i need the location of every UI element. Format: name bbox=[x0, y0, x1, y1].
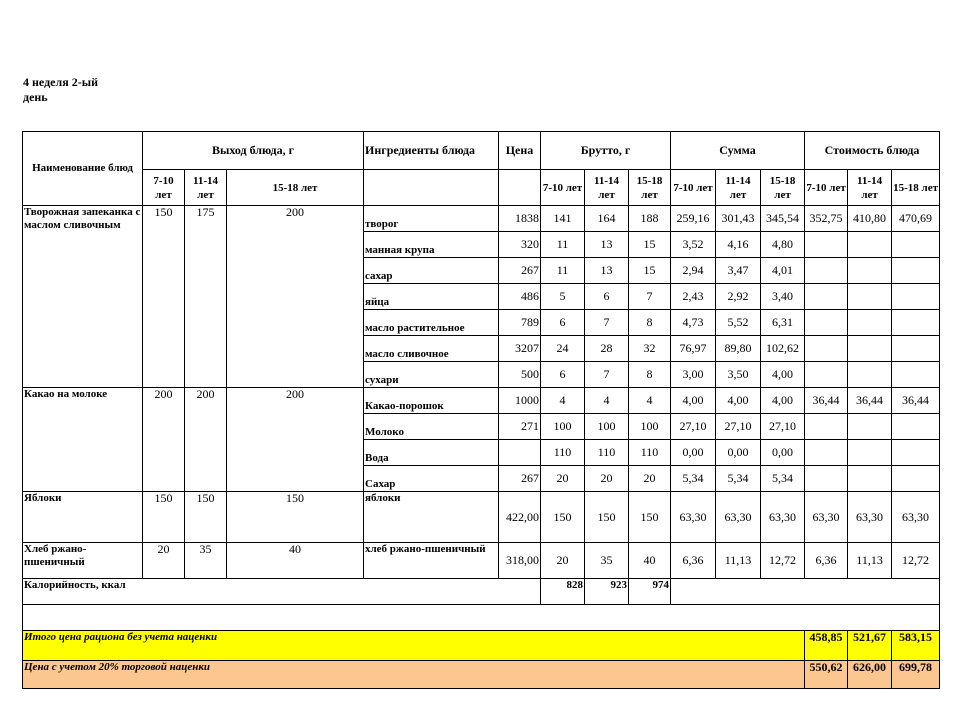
gross-11-14: 100 bbox=[585, 414, 629, 440]
total-no-markup-15-18: 583,15 bbox=[892, 631, 940, 661]
cost-blank bbox=[892, 284, 940, 310]
gross-age-11-14: 11-14 лет bbox=[585, 170, 629, 206]
sum-7-10: 63,30 bbox=[671, 492, 716, 543]
ingredient-price: 271 bbox=[499, 414, 541, 440]
gross-15-18: 150 bbox=[629, 492, 671, 543]
gross-11-14: 35 bbox=[585, 543, 629, 579]
ingredient-name: масло сливочное bbox=[364, 336, 499, 362]
total-with-markup-label: Цена с учетом 20% торговой наценки bbox=[23, 661, 805, 689]
sum-11-14: 301,43 bbox=[716, 206, 761, 232]
cost-blank bbox=[848, 284, 892, 310]
cost-blank bbox=[848, 440, 892, 466]
ingredient-name: яблоки bbox=[364, 492, 499, 543]
sum-15-18: 4,80 bbox=[761, 232, 805, 258]
cost-7-10: 36,44 bbox=[805, 388, 848, 414]
cost-blank bbox=[892, 310, 940, 336]
sum-age-15-18: 15-18 лет bbox=[761, 170, 805, 206]
dish-output-11-14: 200 bbox=[185, 388, 227, 492]
calories-row bbox=[23, 579, 940, 605]
ingredient-name: сахар bbox=[364, 258, 499, 284]
calories-7-10: 828 bbox=[541, 579, 585, 605]
table-row bbox=[23, 492, 940, 543]
gross-15-18: 8 bbox=[629, 310, 671, 336]
gross-15-18: 32 bbox=[629, 336, 671, 362]
gross-15-18: 40 bbox=[629, 543, 671, 579]
ingredient-name: сухари bbox=[364, 362, 499, 388]
dish-output-7-10: 20 bbox=[143, 543, 185, 579]
gross-7-10: 141 bbox=[541, 206, 585, 232]
cost-11-14: 410,80 bbox=[848, 206, 892, 232]
gross-11-14: 4 bbox=[585, 388, 629, 414]
sum-age-7-10: 7-10 лет bbox=[671, 170, 716, 206]
dish-name: Хлеб ржано-пшеничный bbox=[23, 543, 143, 579]
dish-output-15-18: 200 bbox=[227, 388, 364, 492]
calories-label: Калорийность, ккал bbox=[23, 579, 499, 605]
dish-output-11-14: 150 bbox=[185, 492, 227, 543]
ingredient-name: Молоко bbox=[364, 414, 499, 440]
spacer-cell bbox=[23, 605, 940, 631]
gross-7-10: 6 bbox=[541, 310, 585, 336]
gross-15-18: 100 bbox=[629, 414, 671, 440]
gross-15-18: 110 bbox=[629, 440, 671, 466]
header-row-2 bbox=[23, 170, 940, 206]
ingredient-price: 1838 bbox=[499, 206, 541, 232]
sum-7-10: 27,10 bbox=[671, 414, 716, 440]
header-gross: Брутто, г bbox=[541, 132, 671, 170]
heading-line-1: 4 неделя 2-ый bbox=[23, 75, 98, 89]
menu-table bbox=[22, 131, 940, 689]
sum-11-14: 11,13 bbox=[716, 543, 761, 579]
ingredient-name: Сахар bbox=[364, 466, 499, 492]
cost-blank bbox=[892, 232, 940, 258]
sum-11-14: 3,47 bbox=[716, 258, 761, 284]
ingredient-price: 486 bbox=[499, 284, 541, 310]
cost-blank bbox=[805, 232, 848, 258]
calories-11-14: 923 bbox=[585, 579, 629, 605]
cost-blank bbox=[848, 466, 892, 492]
header-name: Наименование блюд bbox=[23, 132, 143, 206]
gross-age-7-10: 7-10 лет bbox=[541, 170, 585, 206]
gross-7-10: 20 bbox=[541, 543, 585, 579]
sum-15-18: 3,40 bbox=[761, 284, 805, 310]
cost-blank bbox=[848, 258, 892, 284]
gross-15-18: 4 bbox=[629, 388, 671, 414]
gross-7-10: 6 bbox=[541, 362, 585, 388]
sum-11-14: 2,92 bbox=[716, 284, 761, 310]
gross-11-14: 20 bbox=[585, 466, 629, 492]
sum-7-10: 0,00 bbox=[671, 440, 716, 466]
ingredient-price: 1000 bbox=[499, 388, 541, 414]
ingredient-price: 318,00 bbox=[499, 543, 541, 579]
gross-7-10: 24 bbox=[541, 336, 585, 362]
ingredient-price: 267 bbox=[499, 258, 541, 284]
spacer-row bbox=[23, 605, 940, 631]
sum-15-18: 345,54 bbox=[761, 206, 805, 232]
table-row bbox=[23, 543, 940, 579]
dish-name: Яблоки bbox=[23, 492, 143, 543]
dish-name: Творожная запеканка с маслом сливочным bbox=[23, 206, 143, 388]
sum-7-10: 2,94 bbox=[671, 258, 716, 284]
sum-15-18: 27,10 bbox=[761, 414, 805, 440]
ingredient-price: 267 bbox=[499, 466, 541, 492]
header-price-blank bbox=[499, 170, 541, 206]
cost-blank bbox=[805, 466, 848, 492]
cost-blank bbox=[805, 414, 848, 440]
ingredient-price: 422,00 bbox=[499, 492, 541, 543]
sum-15-18: 63,30 bbox=[761, 492, 805, 543]
header-cost: Стоимость блюда bbox=[805, 132, 940, 170]
sum-11-14: 63,30 bbox=[716, 492, 761, 543]
dish-output-15-18: 200 bbox=[227, 206, 364, 388]
sum-7-10: 4,00 bbox=[671, 388, 716, 414]
header-row-1 bbox=[23, 132, 940, 170]
cost-age-15-18: 15-18 лет bbox=[892, 170, 940, 206]
sum-15-18: 0,00 bbox=[761, 440, 805, 466]
dish-output-15-18: 150 bbox=[227, 492, 364, 543]
sum-7-10: 259,16 bbox=[671, 206, 716, 232]
cost-blank bbox=[805, 362, 848, 388]
cost-blank bbox=[848, 414, 892, 440]
cost-age-7-10: 7-10 лет bbox=[805, 170, 848, 206]
sum-15-18: 4,00 bbox=[761, 388, 805, 414]
sum-11-14: 27,10 bbox=[716, 414, 761, 440]
gross-11-14: 164 bbox=[585, 206, 629, 232]
cost-11-14: 11,13 bbox=[848, 543, 892, 579]
gross-7-10: 110 bbox=[541, 440, 585, 466]
sum-7-10: 4,73 bbox=[671, 310, 716, 336]
header-ingredients: Ингредиенты блюда bbox=[364, 132, 499, 170]
gross-11-14: 28 bbox=[585, 336, 629, 362]
cost-blank bbox=[892, 440, 940, 466]
ingredient-name: Вода bbox=[364, 440, 499, 466]
ingredient-price: 500 bbox=[499, 362, 541, 388]
document-heading bbox=[23, 75, 143, 105]
sum-11-14: 5,52 bbox=[716, 310, 761, 336]
cost-15-18: 36,44 bbox=[892, 388, 940, 414]
total-with-markup-15-18: 699,78 bbox=[892, 661, 940, 689]
cost-7-10: 352,75 bbox=[805, 206, 848, 232]
total-with-markup-row bbox=[23, 661, 940, 689]
gross-15-18: 188 bbox=[629, 206, 671, 232]
dish-output-7-10: 150 bbox=[143, 492, 185, 543]
ingredient-price bbox=[499, 440, 541, 466]
gross-15-18: 20 bbox=[629, 466, 671, 492]
calories-15-18: 974 bbox=[629, 579, 671, 605]
table-row bbox=[23, 388, 940, 414]
dish-output-7-10: 200 bbox=[143, 388, 185, 492]
gross-7-10: 20 bbox=[541, 466, 585, 492]
ingredient-price: 789 bbox=[499, 310, 541, 336]
sum-7-10: 3,00 bbox=[671, 362, 716, 388]
ingredient-name: творог bbox=[364, 206, 499, 232]
sum-15-18: 6,31 bbox=[761, 310, 805, 336]
ingredient-price: 3207 bbox=[499, 336, 541, 362]
ingredient-name: хлеб ржано-пшеничный bbox=[364, 543, 499, 579]
gross-11-14: 150 bbox=[585, 492, 629, 543]
cost-11-14: 36,44 bbox=[848, 388, 892, 414]
cost-blank bbox=[848, 336, 892, 362]
sum-15-18: 4,00 bbox=[761, 362, 805, 388]
sum-11-14: 3,50 bbox=[716, 362, 761, 388]
output-age-15-18: 15-18 лет bbox=[227, 170, 364, 206]
ingredient-name: Какао-порошок bbox=[364, 388, 499, 414]
gross-7-10: 5 bbox=[541, 284, 585, 310]
sum-age-11-14: 11-14 лет bbox=[716, 170, 761, 206]
sum-11-14: 4,00 bbox=[716, 388, 761, 414]
cost-blank bbox=[805, 284, 848, 310]
header-ingredients-blank bbox=[364, 170, 499, 206]
header-price: Цена bbox=[499, 132, 541, 170]
cost-blank bbox=[892, 414, 940, 440]
ingredient-name: яйца bbox=[364, 284, 499, 310]
dish-output-15-18: 40 bbox=[227, 543, 364, 579]
sum-11-14: 5,34 bbox=[716, 466, 761, 492]
gross-7-10: 150 bbox=[541, 492, 585, 543]
header-output: Выход блюда, г bbox=[143, 132, 364, 170]
total-no-markup-7-10: 458,85 bbox=[805, 631, 848, 661]
sum-7-10: 6,36 bbox=[671, 543, 716, 579]
ingredient-name: манная крупа bbox=[364, 232, 499, 258]
heading-line-2: день bbox=[23, 90, 48, 104]
total-no-markup-row bbox=[23, 631, 940, 661]
cost-blank bbox=[892, 362, 940, 388]
sum-7-10: 76,97 bbox=[671, 336, 716, 362]
cost-15-18: 63,30 bbox=[892, 492, 940, 543]
dish-output-11-14: 175 bbox=[185, 206, 227, 388]
dish-output-11-14: 35 bbox=[185, 543, 227, 579]
cost-blank bbox=[805, 440, 848, 466]
cost-7-10: 63,30 bbox=[805, 492, 848, 543]
gross-7-10: 11 bbox=[541, 258, 585, 284]
gross-11-14: 110 bbox=[585, 440, 629, 466]
gross-7-10: 4 bbox=[541, 388, 585, 414]
cost-15-18: 470,69 bbox=[892, 206, 940, 232]
sum-15-18: 4,01 bbox=[761, 258, 805, 284]
sum-15-18: 5,34 bbox=[761, 466, 805, 492]
gross-11-14: 7 bbox=[585, 362, 629, 388]
cost-blank bbox=[892, 258, 940, 284]
gross-11-14: 7 bbox=[585, 310, 629, 336]
gross-11-14: 6 bbox=[585, 284, 629, 310]
output-age-7-10: 7-10 лет bbox=[143, 170, 185, 206]
gross-age-15-18: 15-18 лет bbox=[629, 170, 671, 206]
calories-blank bbox=[499, 579, 541, 605]
sum-7-10: 3,52 bbox=[671, 232, 716, 258]
header-sum: Сумма bbox=[671, 132, 805, 170]
ingredient-price: 320 bbox=[499, 232, 541, 258]
cost-blank bbox=[848, 310, 892, 336]
cost-blank bbox=[848, 232, 892, 258]
table-row bbox=[23, 206, 940, 232]
cost-age-11-14: 11-14 лет bbox=[848, 170, 892, 206]
dish-output-7-10: 150 bbox=[143, 206, 185, 388]
gross-15-18: 15 bbox=[629, 258, 671, 284]
sum-11-14: 4,16 bbox=[716, 232, 761, 258]
gross-11-14: 13 bbox=[585, 232, 629, 258]
gross-7-10: 11 bbox=[541, 232, 585, 258]
cost-blank bbox=[805, 336, 848, 362]
cost-blank bbox=[892, 466, 940, 492]
total-no-markup-11-14: 521,67 bbox=[848, 631, 892, 661]
sum-15-18: 102,62 bbox=[761, 336, 805, 362]
cost-15-18: 12,72 bbox=[892, 543, 940, 579]
dish-name: Какао на молоке bbox=[23, 388, 143, 492]
total-with-markup-11-14: 626,00 bbox=[848, 661, 892, 689]
sum-7-10: 2,43 bbox=[671, 284, 716, 310]
gross-15-18: 15 bbox=[629, 232, 671, 258]
total-with-markup-7-10: 550,62 bbox=[805, 661, 848, 689]
calories-rest bbox=[671, 579, 940, 605]
cost-7-10: 6,36 bbox=[805, 543, 848, 579]
cost-blank bbox=[805, 258, 848, 284]
gross-15-18: 7 bbox=[629, 284, 671, 310]
menu-table-body bbox=[23, 132, 940, 689]
total-no-markup-label: Итого цена рациона без учета наценки bbox=[23, 631, 805, 661]
sum-15-18: 12,72 bbox=[761, 543, 805, 579]
cost-11-14: 63,30 bbox=[848, 492, 892, 543]
cost-blank bbox=[848, 362, 892, 388]
sum-7-10: 5,34 bbox=[671, 466, 716, 492]
cost-blank bbox=[892, 336, 940, 362]
gross-7-10: 100 bbox=[541, 414, 585, 440]
sum-11-14: 89,80 bbox=[716, 336, 761, 362]
output-age-11-14: 11-14 лет bbox=[185, 170, 227, 206]
ingredient-name: масло растительное bbox=[364, 310, 499, 336]
sum-11-14: 0,00 bbox=[716, 440, 761, 466]
gross-15-18: 8 bbox=[629, 362, 671, 388]
cost-blank bbox=[805, 310, 848, 336]
gross-11-14: 13 bbox=[585, 258, 629, 284]
